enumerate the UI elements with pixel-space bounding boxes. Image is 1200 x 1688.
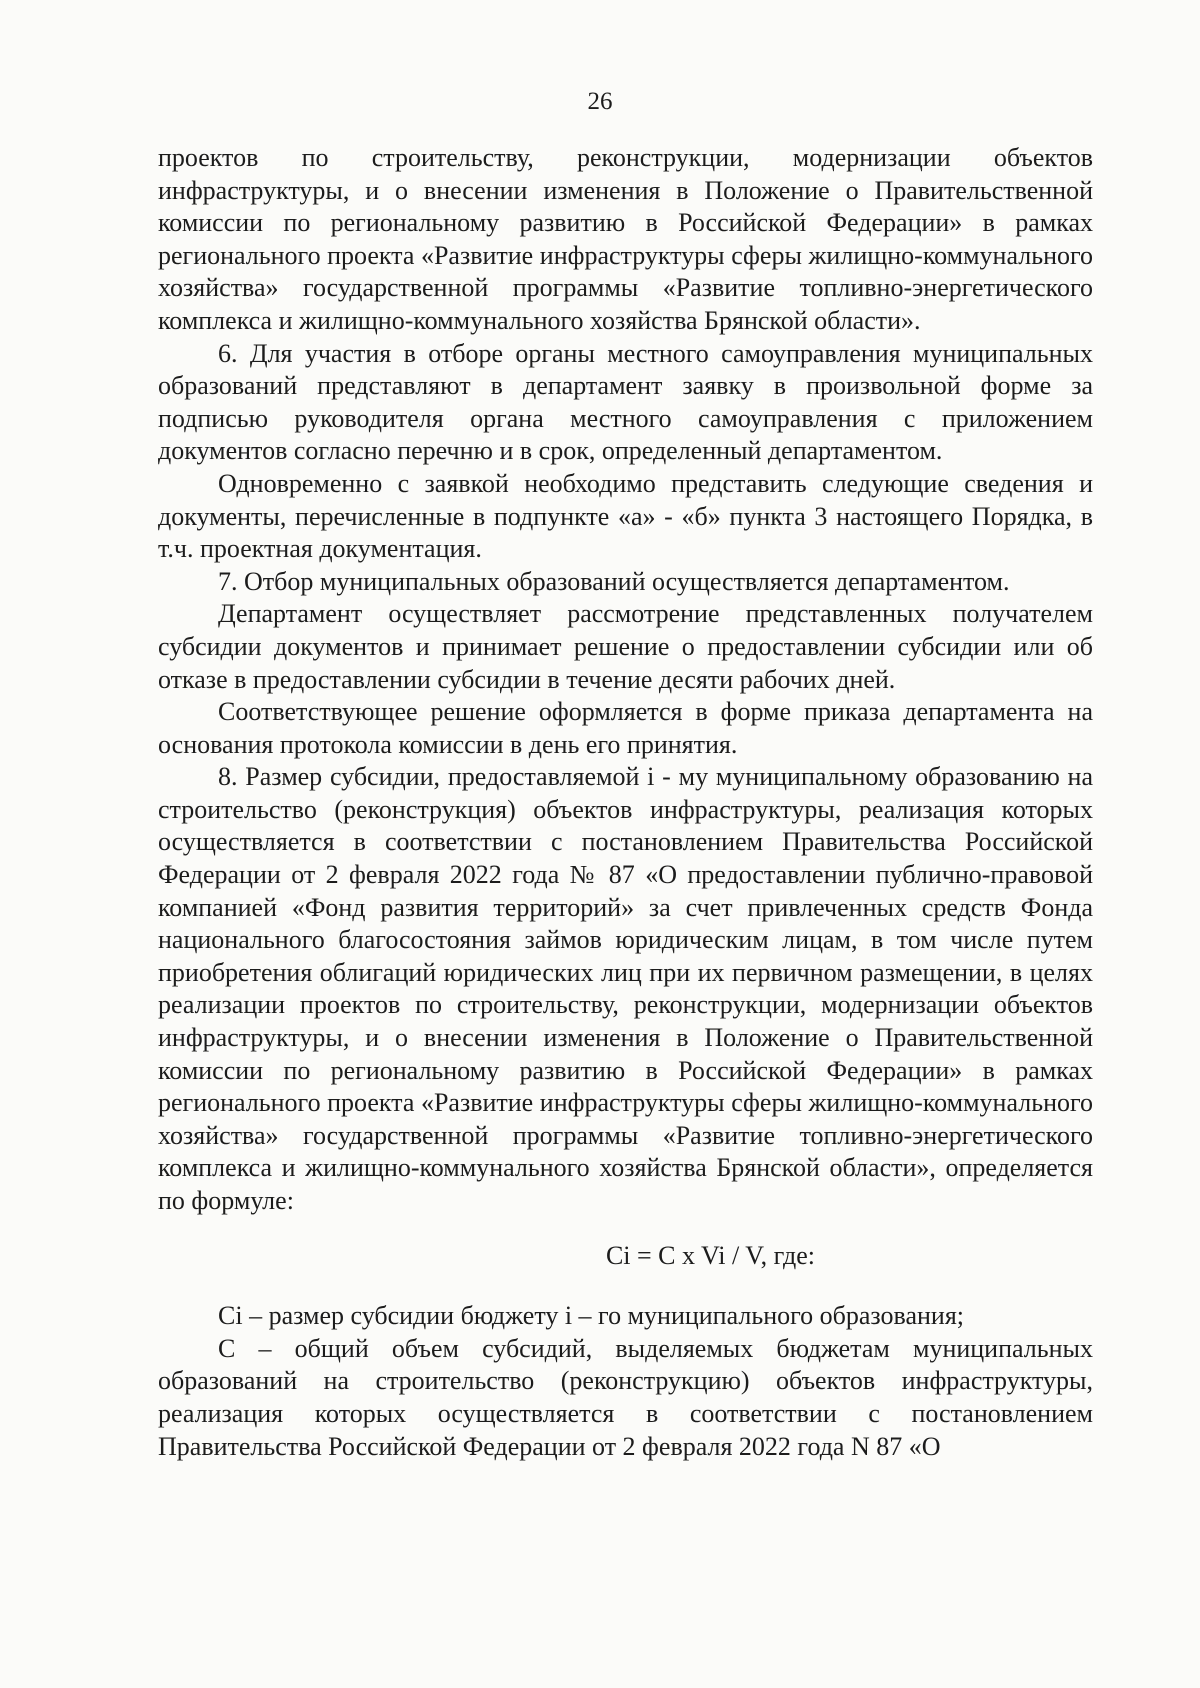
definition-c: C – общий объем субсидий, выделяемых бюджетам муниципальных образований на строительство (реконструкцию) объектов инфраструктуры, реализация которых осуществляется в соответствии с постановлением Правительства Российской Федерации от 2 февраля 2022 года N 87 «О bbox=[158, 1333, 1093, 1461]
paragraph-item-8: 8. Размер субсидии, предоставляемой i - му муниципальному образованию на строительство (реконструкция) объектов инфраструктуры, реализация которых осуществляется в соответствии с постановлением Правительства Российской Федерации от 2 февраля 2022 года № 87 «О предоставлении публично-правовой компанией «Фонд развития территорий» за счет привлеченных средств Фонда национального благосостояния займов юридическим лицам, в том числе путем приобретения облигаций юридических лиц при их первичном размещении, в целях реализации проектов по строительству, реконструкции, модернизации объектов инфраструктуры, и о внесении изменения в Положение о Правительственной комиссии по региональному развитию в Российской Федерации» в рамках регионального проекта «Развитие инфраструктуры сферы жилищно-коммунального хозяйства» государственной программы «Развитие топливно-энергетического комплекса и жилищно-коммунального хозяйства Брянской области», определяется по формуле: bbox=[158, 762, 1093, 1215]
paragraph-decision: Соответствующее решение оформляется в форме приказа департамента на основания протокола комиссии в день его принятия. bbox=[158, 697, 1093, 759]
page-number: 26 bbox=[587, 88, 613, 115]
definition-ci: Ci – размер субсидии бюджету i – го муниципального образования; bbox=[218, 1301, 965, 1331]
document-body bbox=[158, 142, 1093, 1463]
paragraph-simultaneously: Одновременно с заявкой необходимо представить следующие сведения и документы, перечисленные в подпункте «а» - «б» пункта 3 настоящего Порядка, в т.ч. проектная документация. bbox=[158, 468, 1093, 564]
formula: Ci = C x Vi / V, где: bbox=[605, 1240, 816, 1270]
paragraph-continuation: проектов по строительству, реконструкции, модернизации объектов инфраструктуры, и о внесении изменения в Положение о Правительственной комиссии по региональному развитию в Российской Федерации» в рамках регионального проекта «Развитие инфраструктуры сферы жилищно-коммунального хозяйства» государственной программы «Развитие топливно-энергетического комплекса и жилищно-коммунального хозяйства Брянской области». bbox=[158, 143, 1093, 335]
paragraph-item-7: 7. Отбор муниципальных образований осуществляется департаментом. bbox=[218, 566, 1010, 596]
paragraph-department-review: Департамент осуществляет рассмотрение представленных получателем субсидии документов и принимает решение о предоставлении субсидии или об отказе в предоставлении субсидии в течение десяти рабочих дней. bbox=[158, 599, 1093, 694]
paragraph-item-6: 6. Для участия в отборе органы местного самоуправления муниципальных образований представляют в департамент заявку в произвольной форме за подписью руководителя органа местного самоуправления с приложением документов согласно перечню и в срок, определенный департаментом. bbox=[158, 338, 1093, 466]
